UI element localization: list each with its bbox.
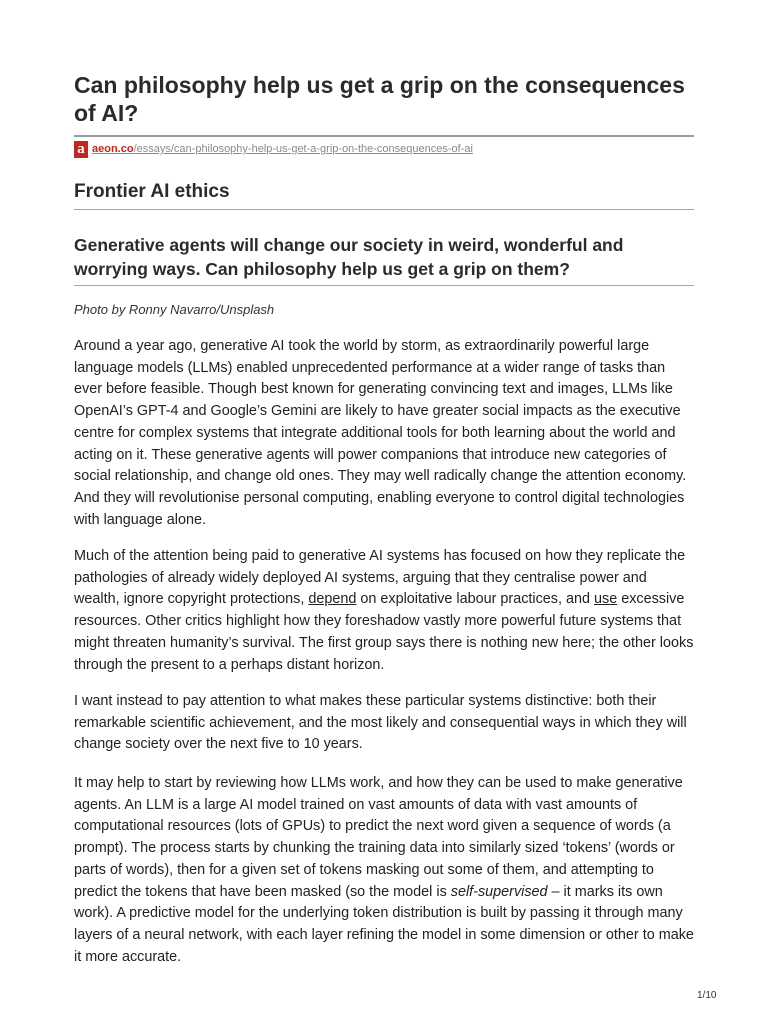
- paragraph-2: [74, 546, 694, 676]
- self-supervised-emphasis: self-supervised: [450, 883, 548, 900]
- source-path: /essays/can-philosophy-help-us-get-a-grip-on-the-consequences-of-ai: [133, 143, 473, 155]
- standfirst-divider: [74, 285, 694, 286]
- paragraph-4-text-b: – it marks its own work). A predictive model for the underlying token distribution is built by passing it through many layers of a neural network, with each layer refining the model in some dimension or other to make it more accurate.: [74, 883, 694, 965]
- section-heading: Frontier AI ethics: [74, 181, 230, 202]
- paragraph-2-text-a: Much of the attention being paid to generative AI systems has focused on how they replicate the pathologies of already widely deployed AI systems, arguing that they centralise power and wealth, ignore copyright protections,: [74, 548, 686, 608]
- use-link[interactable]: use: [594, 591, 618, 608]
- standfirst: Generative agents will change our society in weird, wonderful and worrying ways. Can philosophy help us get a grip on them?: [74, 235, 624, 279]
- paragraph-1: Around a year ago, generative AI took the world by storm, as extraordinarily powerful large language models (LLMs) enabled unprecedented performance at a wider range of tasks than ever before feasible. Though best known for generating convincing text and images, LLMs like OpenAI’s GPT-4 and Google’s Gemini are likely to have greater social impacts as the executive centre for complex systems that integrate additional tools for both learning about the world and acting on it. These generative agents will power companions that introduce new categories of social relationship, and change old ones. They may well radically change the attention economy. And they will revolutionise personal computing, enabling everyone to control digital technologies with language alone.: [74, 338, 687, 528]
- page-number: 1/10: [697, 990, 717, 1001]
- section-divider: [74, 209, 694, 210]
- source-link[interactable]: [92, 143, 473, 155]
- depend-link[interactable]: depend: [308, 591, 357, 608]
- photo-credit: Photo by Ronny Navarro/Unsplash: [74, 302, 275, 317]
- paragraph-3: I want instead to pay attention to what makes these particular systems distinctive: both their remarkable scientific achievement, and the most likely and consequential ways in which they will change society over the next five to 10 years.: [74, 693, 687, 753]
- source-domain: aeon.co: [92, 143, 134, 155]
- title-divider: [74, 135, 694, 137]
- paragraph-2-text-c: excessive resources. Other critics highlight how they foreshadow vastly more powerful future systems that might threaten humanity’s survival. The first group says there is nothing new here; the other looks through the present to a perhaps distant horizon.: [74, 591, 694, 673]
- source-line: [74, 139, 473, 159]
- paragraph-2-text-b: on exploitative labour practices, and: [356, 591, 594, 608]
- article-title: Can philosophy help us get a grip on the consequences of AI?: [74, 72, 685, 126]
- aeon-logo-icon: a: [74, 141, 88, 158]
- paragraph-4: [74, 773, 694, 968]
- paragraph-4-text-a: It may help to start by reviewing how LLMs work, and how they can be used to make generative agents. An LLM is a large AI model trained on vast amounts of data with vast amounts of computational resources (lots of GPUs) to predict the next word given a sequence of words (a prompt). The process starts by chunking the training data into similarly sized ‘tokens’ (words or parts of words), then for a given set of tokens masking out some of them, and attempting to predict the tokens that have been masked (so the model is: [74, 775, 683, 900]
